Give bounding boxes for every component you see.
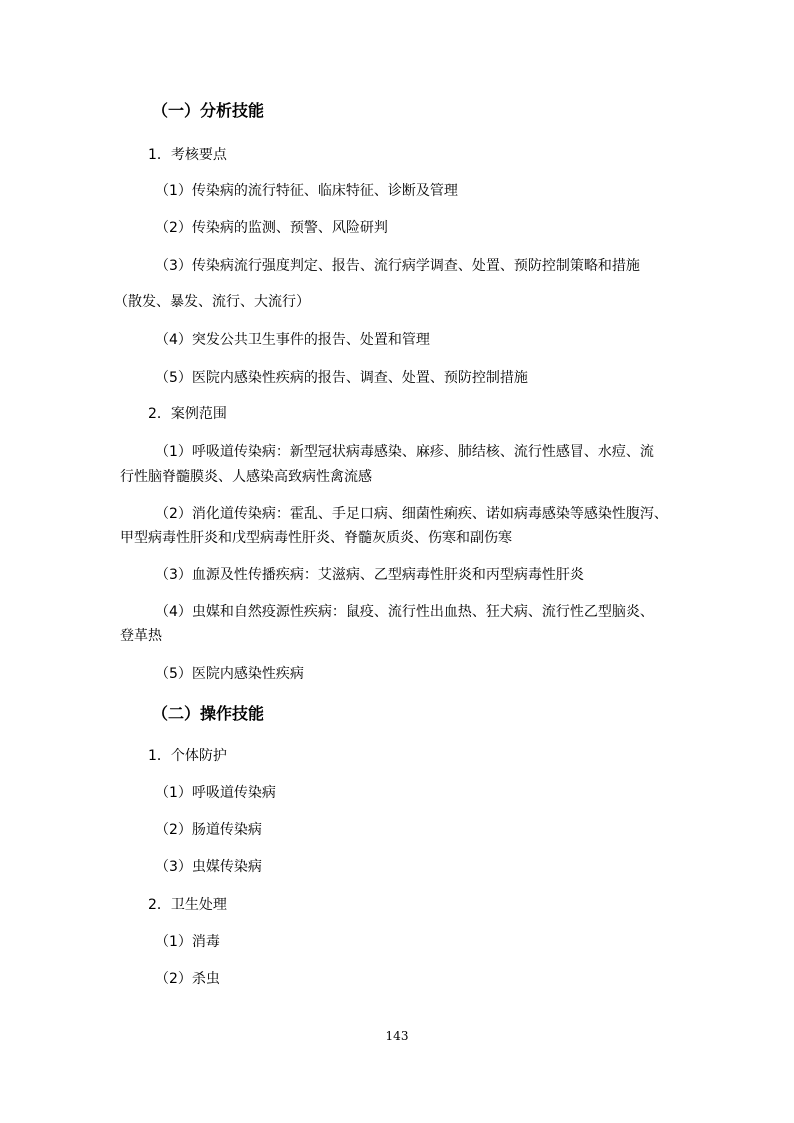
list-item-continuation: 甲型病毒性肝炎和戊型病毒性肝炎、脊髓灰质炎、伤寒和副伤寒 xyxy=(120,530,512,546)
page-number: 143 xyxy=(385,1029,409,1043)
list-item: （5）医院内感染性疾病 xyxy=(155,666,304,682)
item-title-assessment-points: 1．考核要点 xyxy=(148,147,227,163)
list-item: （4）虫媒和自然疫源性疾病：鼠疫、流行性出血热、狂犬病、流行性乙型脑炎、 xyxy=(155,604,654,620)
list-item: （1）呼吸道传染病：新型冠状病毒感染、麻疹、肺结核、流行性感冒、水痘、流 xyxy=(155,444,654,460)
list-item: （3）虫媒传染病 xyxy=(155,859,262,875)
list-item: （1）呼吸道传染病 xyxy=(155,785,276,801)
item-title-personal-protection: 1．个体防护 xyxy=(148,748,227,764)
list-item: （5）医院内感染性疾病的报告、调查、处置、预防控制措施 xyxy=(155,370,528,386)
list-item-continuation: 行性脑脊髓膜炎、人感染高致病性禽流感 xyxy=(120,469,372,485)
list-item: （3）血源及性传播疾病：艾滋病、乙型病毒性肝炎和丙型病毒性肝炎 xyxy=(155,567,584,583)
list-item: （1）传染病的流行特征、临床特征、诊断及管理 xyxy=(155,183,458,199)
item-title-case-scope: 2．案例范围 xyxy=(148,406,227,422)
list-item: （1）消毒 xyxy=(155,934,220,950)
item-title-sanitation: 2．卫生处理 xyxy=(148,897,227,913)
list-item-continuation: （散发、暴发、流行、大流行） xyxy=(114,294,310,310)
list-item: （2）传染病的监测、预警、风险研判 xyxy=(155,220,388,236)
list-item-continuation: 登革热 xyxy=(120,628,162,644)
section-heading-analysis-skills: （一）分析技能 xyxy=(152,101,265,120)
list-item: （2）消化道传染病：霍乱、手足口病、细菌性痢疾、诺如病毒感染等感染性腹泻、 xyxy=(155,506,668,522)
list-item: （3）传染病流行强度判定、报告、流行病学调查、处置、预防控制策略和措施 xyxy=(155,258,640,274)
list-item: （2）肠道传染病 xyxy=(155,822,262,838)
list-item: （4）突发公共卫生事件的报告、处置和管理 xyxy=(155,332,430,348)
list-item: （2）杀虫 xyxy=(155,971,220,987)
section-heading-operation-skills: （二）操作技能 xyxy=(152,704,265,723)
